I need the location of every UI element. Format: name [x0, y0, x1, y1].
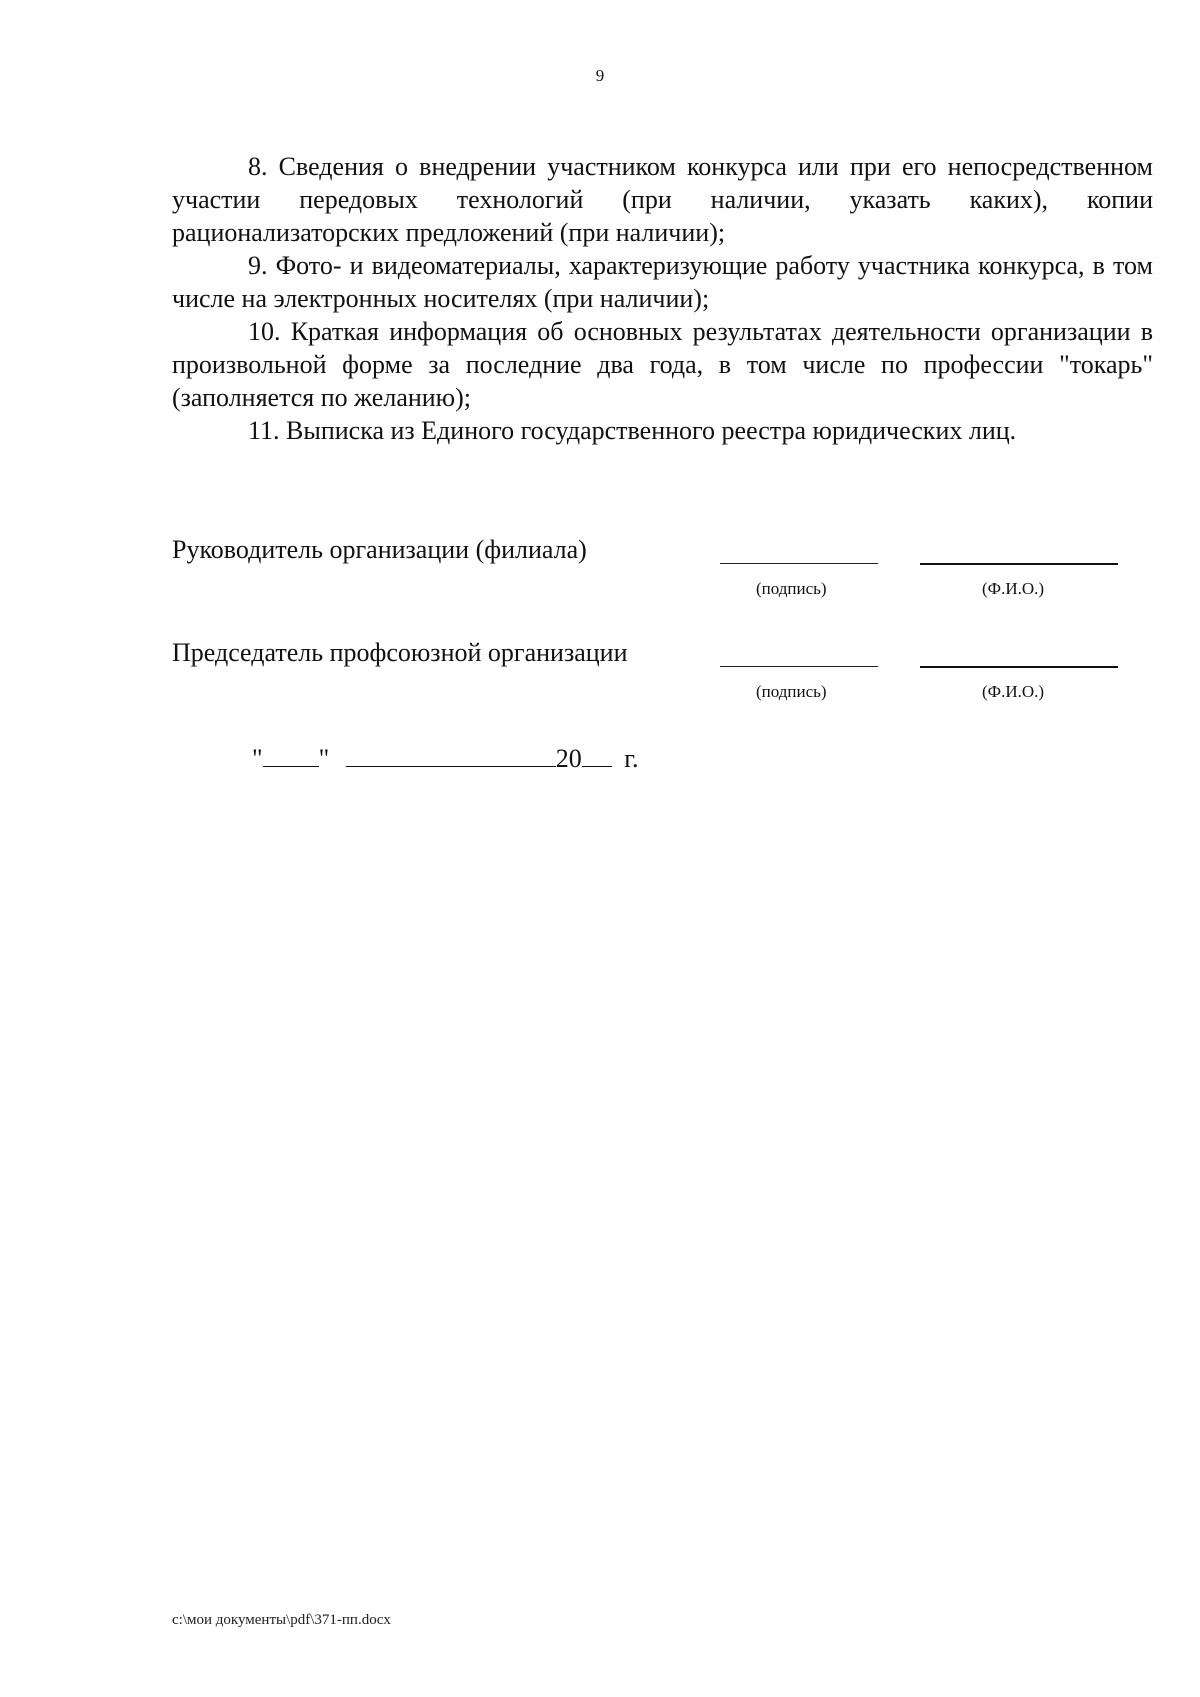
list-item-11: 11. Выписка из Единого государственного реестра юридических лиц. [248, 416, 1017, 445]
list-item-9: 9. Фото- и видеоматериалы, характеризующие работу участника конкурса, в том числе на электронных носителях (при наличии); [172, 251, 1153, 313]
year-suffix: г. [624, 744, 639, 773]
name-field [920, 563, 1118, 565]
date-quote-close: " [318, 744, 330, 773]
year-field [582, 744, 612, 767]
document-body [172, 150, 1153, 447]
list-item-10: 10. Краткая информация об основных результатах деятельности организации в произвольной форме за последние два года, в том числе по профессии "токарь" (заполняется по желанию); [172, 317, 1153, 412]
signature-block-union-chair [172, 636, 1162, 706]
month-field [346, 744, 556, 767]
signature-role: Руководитель организации (филиала) [172, 535, 587, 564]
day-field [263, 744, 319, 767]
footer-file-path: c:\мои документы\pdf\371-пп.docx [172, 1612, 391, 1628]
date-quote-open: " [252, 744, 263, 773]
page-number: 9 [595, 66, 605, 85]
signature-role: Председатель профсоюзной организации [172, 638, 628, 667]
signature-field [720, 666, 878, 667]
date-line [252, 742, 638, 775]
name-field [920, 666, 1118, 668]
signature-field [720, 563, 878, 564]
signature-block-head [172, 533, 1162, 603]
name-caption: (Ф.И.О.) [982, 682, 1045, 701]
signature-caption: (подпись) [756, 682, 827, 701]
name-caption: (Ф.И.О.) [982, 579, 1045, 598]
year-prefix: 20 [555, 744, 582, 773]
list-item-8: 8. Сведения о внедрении участником конкурса или при его непосредственном участии передовых технологий (при наличии, указать каких), копии рационализаторских предложений (при наличии); [172, 152, 1153, 247]
signature-caption: (подпись) [756, 579, 827, 598]
